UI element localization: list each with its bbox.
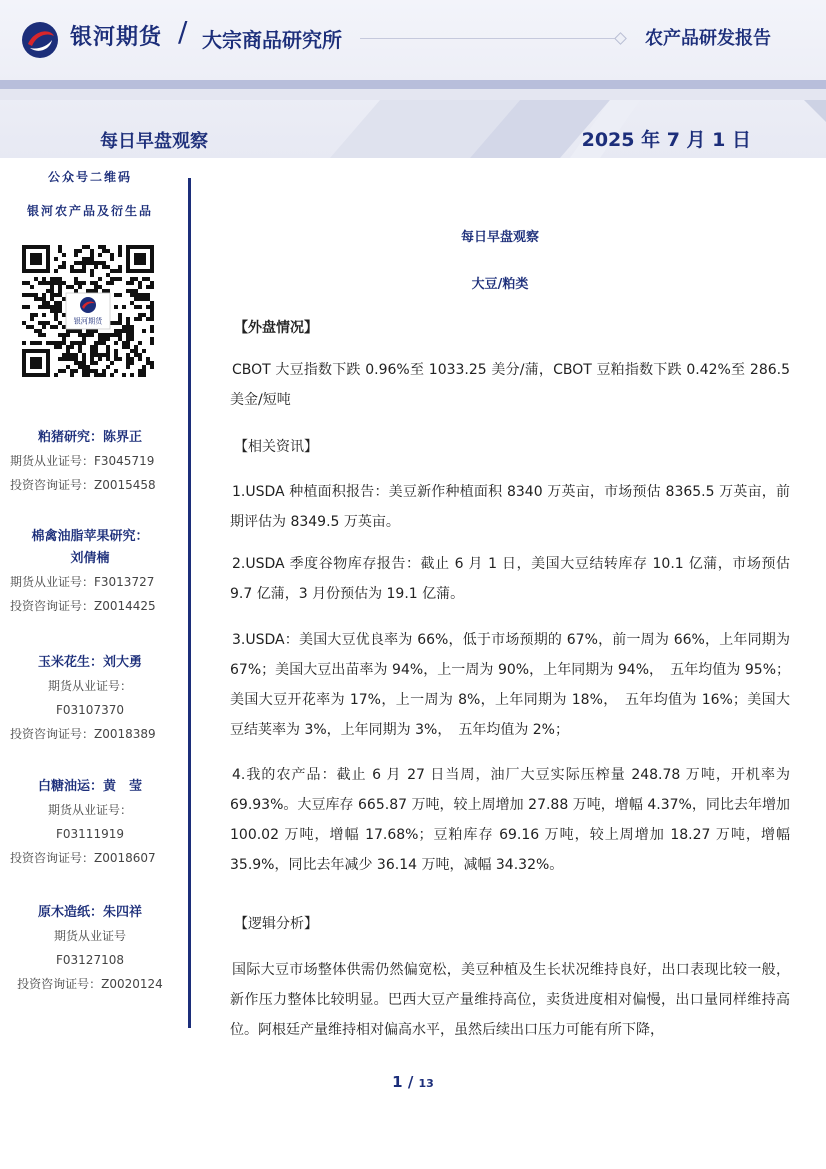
license-line: 投资咨询证号：Z0018607 bbox=[10, 851, 156, 865]
analyst-name-2: 刘倩楠 bbox=[70, 551, 110, 566]
analyst-card bbox=[0, 776, 180, 870]
license-line: 期货从业证号：F3045719 bbox=[10, 454, 155, 468]
analyst-name: 原木造纸：朱四祥 bbox=[37, 905, 142, 920]
license-line: F03111919 bbox=[56, 827, 124, 841]
license-line: 期货从业证号：F3013727 bbox=[10, 575, 155, 589]
brand-name: 银河期货 bbox=[70, 25, 163, 50]
diamond-icon bbox=[614, 32, 627, 45]
license-line: 投资咨询证号：Z0014425 bbox=[10, 599, 156, 613]
paragraph: 国际大豆市场整体供需仍然偏宽松，美豆种植及生长状况维持良好，出口表现比较一般，新作压力整体比较明显。巴西大豆产量维持高位，卖货进度相对偏慢，出口量同样维持高位。阿根廷产量维持相对偏高水平，虽然后续出口压力可能有所下降， bbox=[230, 962, 790, 1038]
brand-separator: / bbox=[178, 15, 188, 48]
analyst-name: 棉禽油脂苹果研究： bbox=[31, 529, 149, 544]
section-heading: 【相关资讯】 bbox=[234, 439, 318, 455]
corner-arrow-icon bbox=[804, 100, 826, 122]
analyst-card bbox=[0, 526, 180, 618]
qr-code-icon bbox=[22, 245, 154, 377]
license-line: 期货从业证号 bbox=[53, 929, 126, 943]
galaxy-logo-icon bbox=[20, 20, 60, 60]
content-subtitle: 大豆/粕类 bbox=[471, 277, 529, 292]
page-number bbox=[0, 1073, 826, 1091]
report-type: 农产品研发报告 bbox=[645, 28, 771, 49]
content-title: 每日早盘观察 bbox=[460, 230, 539, 245]
analyst-card bbox=[0, 652, 180, 746]
vertical-divider bbox=[188, 178, 191, 1028]
license-line: 投资咨询证号：Z0018389 bbox=[10, 727, 156, 741]
header-rule bbox=[360, 38, 622, 39]
qr-center-label: 银河期货 bbox=[73, 316, 103, 326]
report-date: 2025 年 7 月 1 日 bbox=[581, 129, 751, 151]
license-line: 期货从业证号： bbox=[47, 803, 132, 817]
analyst-card bbox=[0, 427, 180, 497]
total-pages: 13 bbox=[418, 1077, 434, 1090]
paragraph: 4.我的农产品：截止 6 月 27 日当周，油厂大豆实际压榨量 248.78 万吨，开机率为 69.93%。大豆库存 665.87 万吨，较上周增加 27.88 万吨，增幅 4.37%，同比去年增加 100.02 万吨，增幅 17.68%；豆粕库存 69.16 万吨，较上周增加 18.27 万吨，增幅 35.9%，同比去年减少 36.14 万吨，减幅 34.32%。 bbox=[230, 767, 790, 873]
account-name: 银河农产品及衍生品 bbox=[26, 204, 153, 218]
analyst-name: 粕猪研究：陈界正 bbox=[37, 430, 142, 445]
analyst-name: 白糖油运：黄 莹 bbox=[37, 779, 142, 794]
license-line: 投资咨询证号：Z0020124 bbox=[17, 977, 163, 991]
license-line: F03127108 bbox=[56, 953, 124, 967]
paragraph: 1.USDA 种植面积报告：美豆新作种植面积 8340 万英亩，市场预估 8365.5 万英亩，前期评估为 8349.5 万英亩。 bbox=[230, 484, 790, 530]
license-line: 期货从业证号： bbox=[47, 679, 132, 693]
daily-title: 每日早盘观察 bbox=[100, 131, 208, 152]
license-line: 投资咨询证号：Z0015458 bbox=[10, 478, 156, 492]
header-band-light bbox=[0, 89, 826, 100]
paragraph: CBOT 大豆指数下跌 0.96%至 1033.25 美分/蒲，CBOT 豆粕指数下跌 0.42%至 286.5 美金/短吨 bbox=[230, 362, 790, 408]
header-band bbox=[0, 80, 826, 89]
report-header bbox=[0, 0, 826, 158]
analyst-name: 玉米花生：刘大勇 bbox=[37, 655, 142, 670]
section-heading: 【外盘情况】 bbox=[234, 320, 318, 336]
section-heading: 【逻辑分析】 bbox=[234, 916, 318, 932]
paragraph: 3.USDA：美国大豆优良率为 66%，低于市场预期的 67%，前一周为 66%，上年同期为 67%；美国大豆出苗率为 94%，上一周为 90%，上年同期为 94%， 五年均值为 95%；美国大豆开花率为 17%，上一周为 8%，上年同期为 18%， 五年均值为 16%；美国大豆结荚率为 3%，上年同期为 3%， 五年均值为 2%； bbox=[230, 632, 790, 738]
qr-label: 公众号二维码 bbox=[47, 170, 132, 184]
paragraph: 2.USDA 季度谷物库存报告：截止 6 月 1 日，美国大豆结转库存 10.1 亿蒲，市场预估 9.7 亿蒲，3 月份预估为 19.1 亿蒲。 bbox=[230, 556, 790, 602]
page-separator: / bbox=[407, 1073, 414, 1091]
current-page: 1 bbox=[392, 1073, 403, 1091]
license-line: F03107370 bbox=[56, 703, 124, 717]
institute-name: 大宗商品研究所 bbox=[202, 28, 342, 52]
analyst-card bbox=[0, 902, 180, 996]
